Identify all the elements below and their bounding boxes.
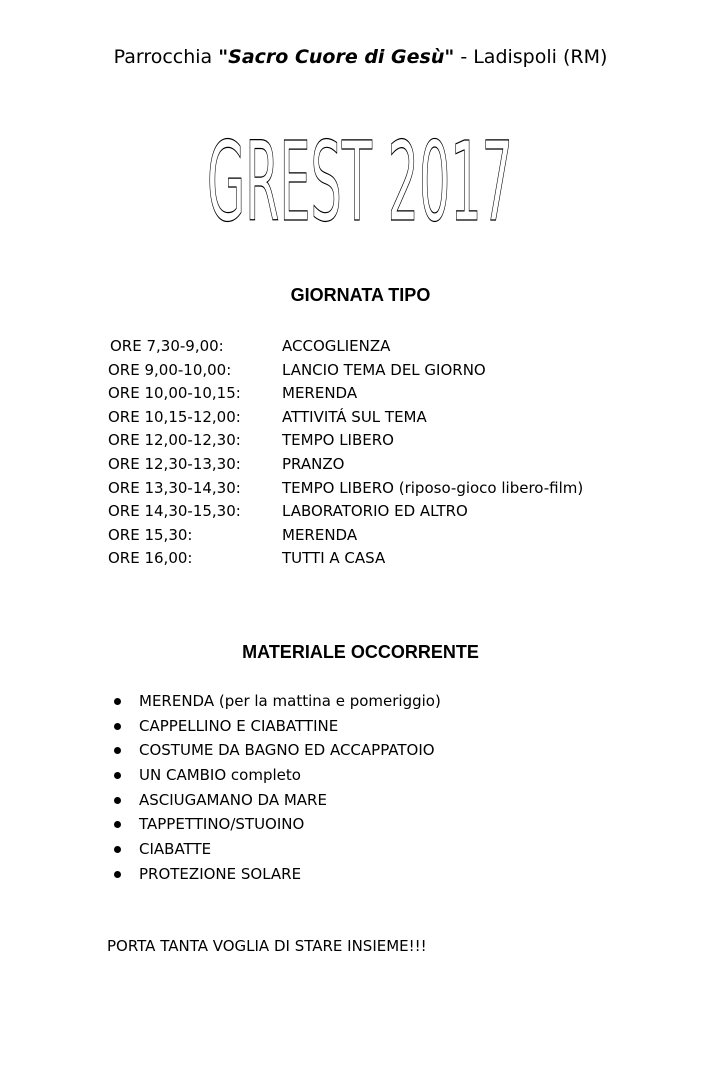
material-label: CIABATTE bbox=[139, 840, 212, 859]
list-item bbox=[108, 714, 688, 739]
schedule-activity: MERENDA bbox=[282, 384, 358, 403]
schedule-activity: TUTTI A CASA bbox=[282, 549, 386, 568]
material-label: MERENDA (per la mattina e pomeriggio) bbox=[139, 692, 441, 710]
schedule-activity: MERENDA bbox=[282, 525, 358, 544]
schedule-row bbox=[108, 335, 668, 359]
schedule-row bbox=[108, 453, 668, 477]
schedule-row bbox=[108, 382, 668, 406]
schedule-heading: GIORNATA TIPO bbox=[290, 285, 431, 305]
schedule-time: ORE 12,30-13,30: bbox=[108, 454, 241, 473]
schedule-time: ORE 14,30-15,30: bbox=[108, 502, 241, 521]
bullet-icon bbox=[114, 797, 121, 804]
schedule-time: ORE 12,00-12,30: bbox=[108, 431, 241, 450]
schedule-time: ORE 9,00-10,00: bbox=[108, 360, 232, 379]
schedule-time: ORE 7,30-9,00: bbox=[110, 337, 224, 355]
list-item bbox=[108, 812, 688, 837]
material-label: UN CAMBIO completo bbox=[139, 766, 301, 785]
list-item bbox=[108, 689, 688, 714]
bullet-icon bbox=[114, 821, 121, 828]
materials-heading: MATERIALE OCCORRENTE bbox=[242, 642, 479, 662]
header-prefix: Parrocchia bbox=[113, 46, 219, 68]
schedule-activity: LABORATORIO ED ALTRO bbox=[282, 502, 468, 521]
schedule-time: ORE 10,00-10,15: bbox=[108, 384, 241, 403]
list-item bbox=[108, 788, 688, 813]
schedule-activity: ATTIVITÁ SUL TEMA bbox=[282, 407, 427, 426]
schedule-row bbox=[108, 524, 668, 548]
grest-title bbox=[150, 120, 570, 235]
bullet-icon bbox=[114, 772, 121, 779]
closing-message: PORTA TANTA VOGLIA DI STARE INSIEME!!! bbox=[107, 937, 427, 955]
schedule-time: ORE 13,30-14,30: bbox=[108, 478, 241, 497]
list-item bbox=[108, 837, 688, 862]
schedule-activity: TEMPO LIBERO (riposo-gioco libero-film) bbox=[282, 478, 584, 497]
material-label: CAPPELLINO E CIABATTINE bbox=[139, 716, 339, 735]
schedule-activity: ACCOGLIENZA bbox=[282, 337, 391, 355]
schedule-table bbox=[108, 335, 668, 571]
material-label: TAPPETTINO/STUOINO bbox=[139, 815, 305, 834]
bullet-icon bbox=[114, 846, 121, 853]
bullet-icon bbox=[114, 747, 121, 754]
schedule-row bbox=[108, 406, 668, 430]
list-item bbox=[108, 738, 688, 763]
bullet-icon bbox=[114, 723, 121, 730]
bullet-icon bbox=[114, 871, 121, 878]
schedule-activity: TEMPO LIBERO bbox=[282, 431, 394, 450]
grest-title-text: GREST 2017 bbox=[207, 120, 513, 235]
material-label: COSTUME DA BAGNO ED ACCAPPATOIO bbox=[139, 741, 435, 760]
material-label: ASCIUGAMANO DA MARE bbox=[139, 790, 327, 809]
list-item bbox=[108, 862, 688, 887]
material-label: PROTEZIONE SOLARE bbox=[139, 864, 302, 883]
parish-header bbox=[0, 43, 721, 71]
materials-list bbox=[108, 689, 688, 887]
schedule-row bbox=[108, 547, 668, 571]
parish-name: "Sacro Cuore di Gesù" bbox=[218, 46, 455, 68]
schedule-time: ORE 15,30: bbox=[108, 525, 193, 544]
list-item bbox=[108, 763, 688, 788]
schedule-row bbox=[108, 429, 668, 453]
schedule-row bbox=[108, 500, 668, 524]
schedule-row bbox=[108, 477, 668, 501]
schedule-time: ORE 10,15-12,00: bbox=[108, 407, 241, 426]
schedule-row bbox=[108, 359, 668, 383]
schedule-activity: PRANZO bbox=[282, 454, 345, 473]
schedule-activity: LANCIO TEMA DEL GIORNO bbox=[282, 360, 486, 379]
bullet-icon bbox=[114, 698, 121, 705]
schedule-time: ORE 16,00: bbox=[108, 549, 193, 568]
header-suffix: - Ladispoli (RM) bbox=[454, 46, 608, 68]
